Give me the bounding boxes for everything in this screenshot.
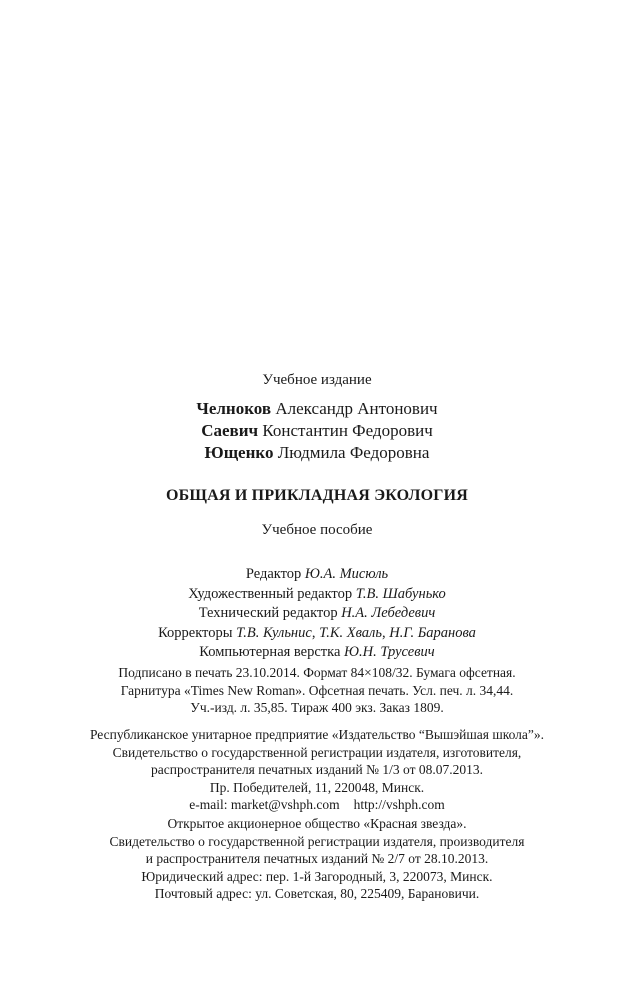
- person-name: Т.К. Хваль: [319, 624, 382, 641]
- tech-editor-row: [0, 604, 634, 624]
- author-given-names: Константин Федорович: [262, 421, 433, 440]
- edition-type: Учебное издание: [262, 372, 372, 388]
- person-name: Ю.Н. Трусевич: [344, 644, 435, 660]
- publisher-website: http://vshph.com: [353, 797, 445, 812]
- art-editor-row: [0, 585, 634, 605]
- print-line: Уч.-изд. л. 35,85. Тираж 400 экз. Заказ 1809.: [190, 700, 444, 715]
- author-surname: Саевич: [201, 421, 259, 440]
- person-name: Н.Г. Баранова: [389, 624, 476, 641]
- printer-line: Свидетельство о государственной регистрации издателя, производителя: [109, 833, 525, 849]
- author-surname: Ющенко: [204, 443, 274, 462]
- printer-line: Почтовый адрес: ул. Советская, 80, 225409, Барановичи.: [154, 886, 480, 901]
- book-subtitle: Учебное пособие: [261, 522, 373, 538]
- printer-line: и распространителя печатных изданий № 2/7 от 28.10.2013.: [145, 851, 489, 866]
- print-line: Гарнитура «Times New Roman». Офсетная печать. Усл. печ. л. 34,44.: [120, 682, 514, 698]
- author-surname: Челноков: [196, 399, 272, 418]
- publisher-line: Пр. Победителей, 11, 220048, Минск.: [209, 779, 425, 795]
- publisher-line: Республиканское унитарное предприятие «Издательство “Вышэйшая школа”».: [89, 727, 545, 742]
- print-line: Подписано в печать 23.10.2014. Формат 84×108/32. Бумага офсетная.: [118, 665, 516, 680]
- person-name: Ю.А. Мисюль: [304, 566, 389, 582]
- editor-row: [0, 565, 634, 585]
- printer-line: Юридический адрес: пер. 1-й Загородный, 3, 220073, Минск.: [141, 868, 493, 884]
- book-title: ОБЩАЯ И ПРИКЛАДНАЯ ЭКОЛОГИЯ: [165, 487, 469, 504]
- authors-list: [0, 398, 634, 464]
- role-label: Корректоры: [158, 624, 233, 641]
- role-label: Редактор: [245, 566, 302, 582]
- publisher-email: e-mail: market@vshph.com: [189, 797, 340, 812]
- layout-row: [0, 643, 634, 663]
- role-label: Технический редактор: [198, 605, 338, 621]
- publisher-contacts: [0, 796, 634, 814]
- role-label: Художественный редактор: [188, 585, 353, 602]
- person-name: Т.В. Кульнис: [236, 624, 312, 641]
- publisher-line: Свидетельство о государственной регистрации издателя, изготовителя,: [112, 744, 522, 760]
- person-name: Н.А. Лебедевич: [341, 605, 436, 621]
- proofreaders-row: Корректоры Т.В. Кульнис, Т.К. Хваль, Н.Г. Баранова: [158, 624, 476, 641]
- author-given-names: Александр Антонович: [275, 399, 438, 418]
- printer-info: [0, 815, 634, 903]
- author-2: [0, 420, 634, 442]
- author-1: [0, 398, 634, 420]
- printer-line: Открытое акционерное общество «Красная звезда».: [167, 816, 467, 831]
- author-3: [0, 442, 634, 464]
- author-given-names: Людмила Федоровна: [277, 443, 430, 462]
- publisher-info: [0, 726, 634, 814]
- publisher-line: распространителя печатных изданий № 1/3 от 08.07.2013.: [151, 762, 483, 777]
- role-label: Компьютерная верстка: [199, 644, 341, 660]
- person-name: Т.В. Шабунько: [355, 585, 446, 602]
- print-details: [0, 664, 634, 717]
- editorial-staff: [0, 565, 634, 663]
